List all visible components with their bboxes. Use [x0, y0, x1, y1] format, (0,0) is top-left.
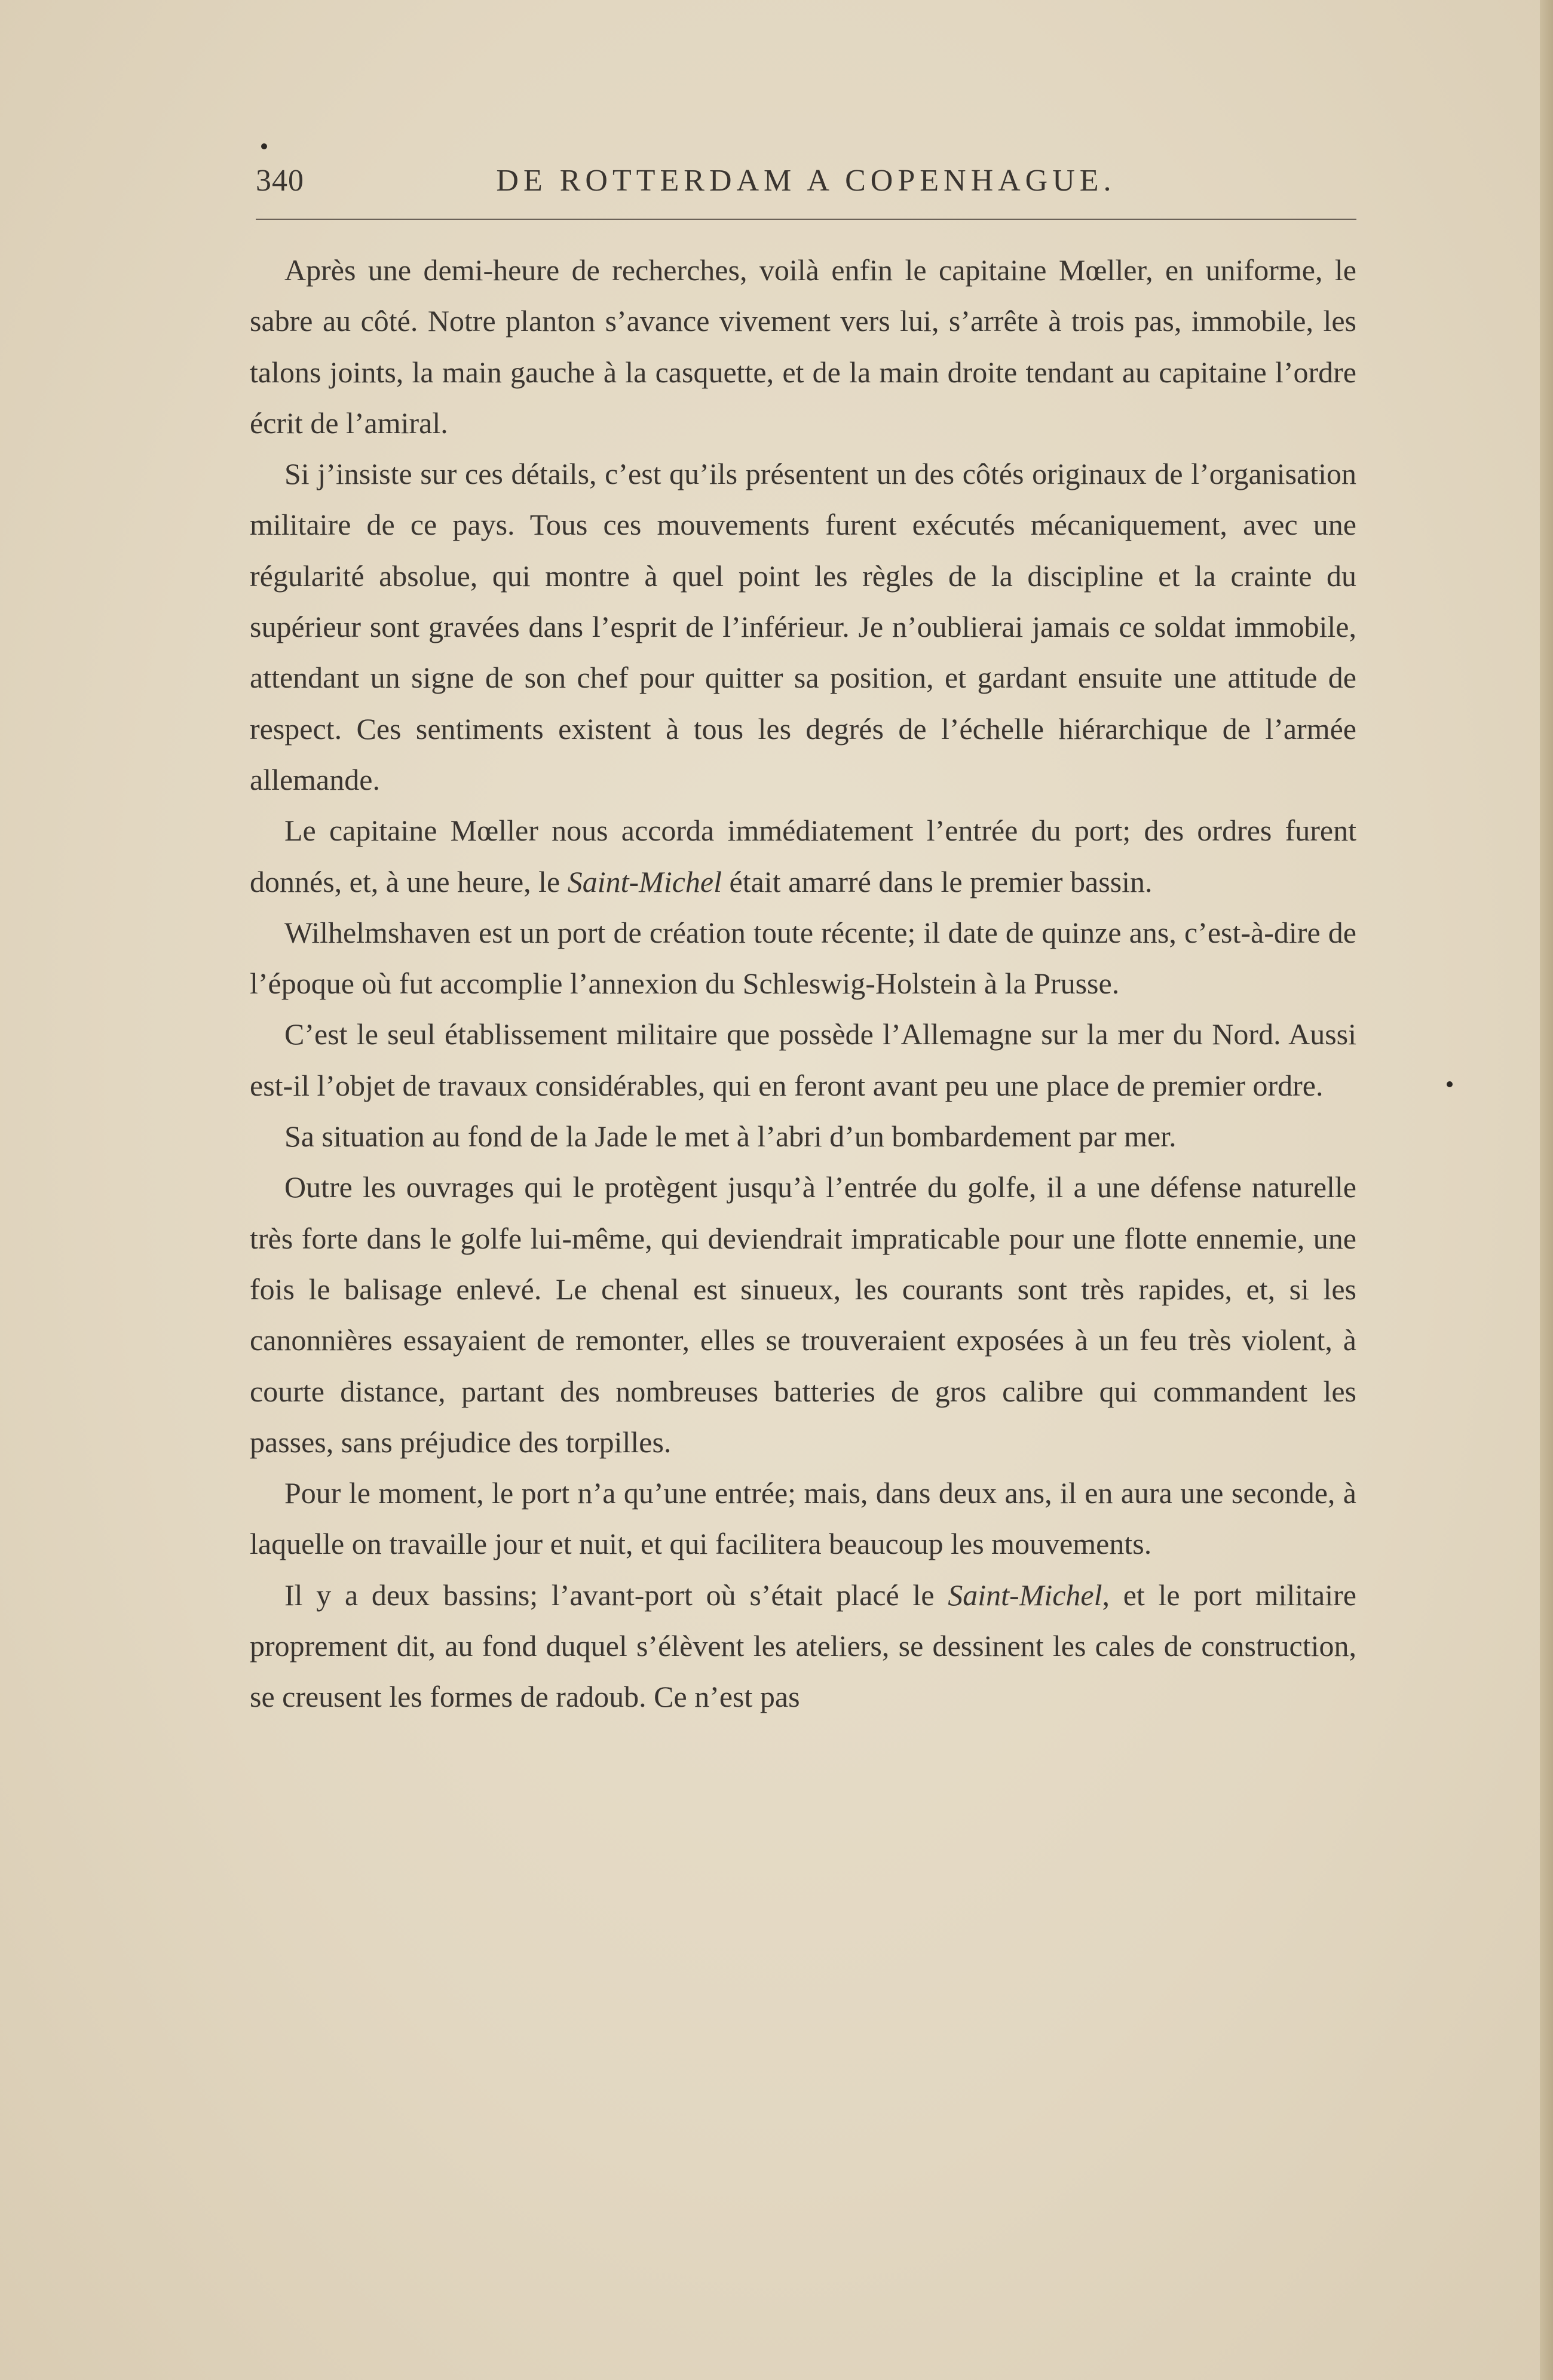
paragraph-8: Pour le moment, le port n’a qu’une entrée; mais, dans deux ans, il en aura une seconde, à laquelle on travaille jour et nuit, et qui facilitera beaucoup les mouvements. [250, 1476, 1356, 1561]
running-title: DE ROTTERDAM A COPENHAGUE. [496, 164, 1116, 198]
paragraph-1: Après une demi-heure de recherches, voilà enfin le capitaine Mœller, en uniforme, le sabre au côté. Notre planton s’avance vivement vers lui, s’arrête à trois pas, immobile, les talons joints, la main gauche à la casquette, et de la main droite tendant au capitaine l’ordre écrit de l’amiral. [250, 253, 1356, 440]
paragraph-7: Outre les ouvrages qui le protègent jusqu’à l’entrée du golfe, il a une défense naturelle très forte dans le golfe lui-même, qui deviendrait impraticable pour une flotte ennemie, une fois le balisage enlevé. Le chenal est sinueux, les courants sont très rapides, et, si les canonnières essayaient de remonter, elles se trouveraient exposées à un feu très violent, à courte distance, partant des nombreuses batteries de gros calibre qui commandent les passes, sans préjudice des torpilles. [250, 1170, 1356, 1459]
paragraph-9-before: Il y a deux bassins; l’avant-port où s’était placé le [284, 1578, 948, 1612]
page-number: 340 [256, 164, 304, 198]
paragraph-9 [250, 1570, 1356, 1723]
paragraph-2: Si j’insiste sur ces détails, c’est qu’ils présentent un des côtés originaux de l’organisation militaire de ce pays. Tous ces mouvements furent exécutés mécaniquement, avec une régularité absolue, qui montre à quel point les règles de la discipline et la crainte du supérieur sont gravées dans l’esprit de l’inférieur. Je n’oublierai jamais ce soldat immobile, attendant un signe de son chef pour quitter sa position, et gardant ensuite une attitude de respect. Ces sentiments existent à tous les degrés de l’échelle hiérarchique de l’armée allemande. [250, 457, 1356, 796]
paragraph-3 [250, 805, 1356, 907]
paragraph-4: Wilhelmshaven est un port de création toute récente; il date de quinze ans, c’est-à-dire de l’époque où fut accomplie l’annexion du Schleswig-Holstein à la Prusse. [250, 915, 1356, 1001]
page-edge-shadow [1540, 0, 1553, 2380]
running-header [256, 160, 1356, 202]
paragraph-6: Sa situation au fond de la Jade le met à l’abri d’un bombardement par mer. [284, 1120, 1177, 1154]
paragraph-5: C’est le seul établissement militaire que possède l’Allemagne sur la mer du Nord. Aussi est-il l’objet de travaux considérables, qui en feront avant peu une place de premier ordre. [250, 1017, 1356, 1102]
ship-name-saint-michel: Saint-Michel [567, 864, 722, 898]
paragraph-9-after: , et le port militaire proprement dit, au fond duquel s’élèvent les ateliers, se dessinent les cales de construction, se creusent les formes de radoub. Ce n’est pas [250, 1578, 1356, 1714]
ink-speck [1447, 1081, 1453, 1087]
header-rule [256, 219, 1356, 220]
ink-speck [261, 143, 267, 149]
body-text [250, 245, 1356, 1723]
ship-name-saint-michel-2: Saint-Michel [948, 1578, 1102, 1612]
paragraph-3-before: Le capitaine Mœller nous accorda immédiatement l’entrée du port; des ordres furent donnés, et, à une heure, le [250, 814, 1356, 898]
paragraph-3-after: était amarré dans le premier bassin. [722, 864, 1153, 898]
